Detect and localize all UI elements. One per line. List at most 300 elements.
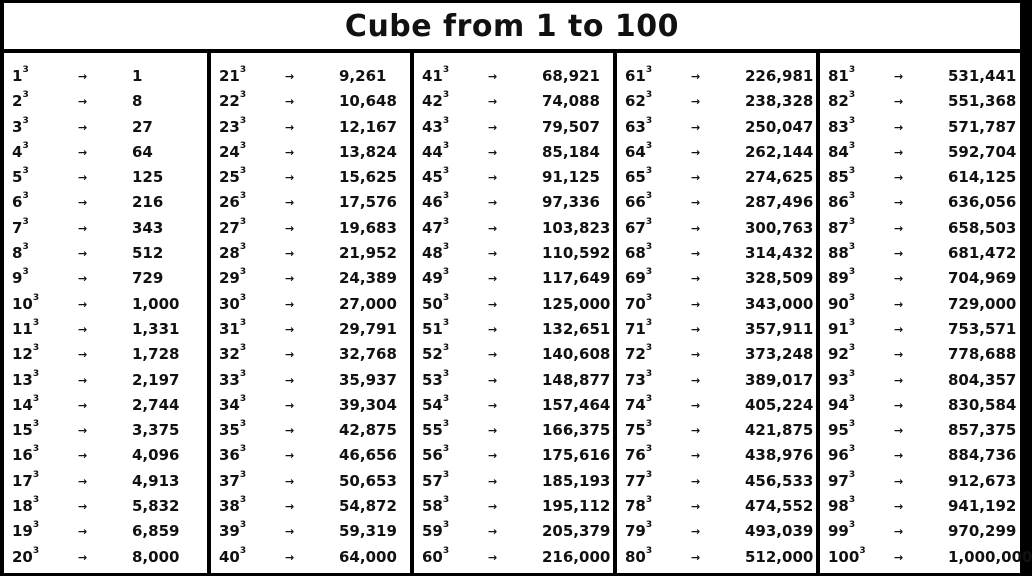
arrow-right-icon: → — [285, 145, 295, 159]
exponent: 3 — [645, 393, 653, 404]
base-number: 26 — [219, 193, 240, 212]
cube-value: 216,000 — [542, 547, 611, 566]
cube-value: 205,379 — [542, 522, 611, 541]
base-number: 64 — [625, 142, 646, 161]
arrow-right-icon: → — [285, 550, 295, 564]
cube-base — [219, 393, 246, 418]
exponent: 3 — [22, 216, 29, 227]
arrow-right-icon: → — [894, 348, 904, 362]
base-number: 9 — [12, 269, 23, 288]
base-number: 21 — [219, 67, 240, 85]
exponent: 3 — [239, 520, 247, 531]
cube-value: 274,625 — [745, 168, 814, 187]
cube-row — [414, 469, 613, 494]
cube-value: 3,375 — [132, 421, 180, 440]
cube-value: 125,000 — [542, 294, 611, 313]
cube-base — [422, 165, 449, 190]
base-number: 54 — [422, 395, 443, 414]
base-number: 31 — [219, 319, 240, 338]
cube-base — [625, 190, 652, 215]
exponent: 3 — [32, 444, 40, 455]
exponent: 3 — [442, 191, 450, 202]
cube-value: 85,184 — [542, 142, 600, 161]
cube-row — [617, 317, 816, 342]
exponent: 3 — [442, 317, 450, 328]
cube-value: 512 — [132, 244, 164, 263]
cube-row — [617, 368, 816, 393]
cube-value: 405,224 — [745, 395, 814, 414]
arrow-right-icon: → — [691, 500, 701, 514]
base-number: 56 — [422, 446, 443, 465]
exponent: 3 — [848, 520, 856, 531]
cube-base — [219, 418, 246, 443]
base-number: 4 — [12, 142, 23, 161]
cube-row — [414, 317, 613, 342]
base-number: 22 — [219, 92, 240, 111]
cube-row — [617, 292, 816, 317]
cube-base — [625, 393, 652, 418]
exponent: 3 — [645, 65, 653, 75]
base-number: 55 — [422, 421, 443, 440]
cube-row — [820, 165, 1019, 190]
exponent: 3 — [848, 419, 856, 430]
exponent: 3 — [32, 469, 40, 480]
cube-base — [422, 368, 449, 393]
exponent: 3 — [645, 267, 653, 278]
arrow-right-icon: → — [488, 221, 498, 235]
cube-row — [414, 165, 613, 190]
cube-row — [617, 519, 816, 544]
arrow-right-icon: → — [285, 95, 295, 109]
cube-value: 636,056 — [948, 193, 1017, 212]
base-number: 15 — [12, 421, 33, 440]
arrow-right-icon: → — [78, 272, 88, 286]
cube-row — [617, 190, 816, 215]
cube-base — [625, 469, 652, 494]
cube-row — [414, 519, 613, 544]
cube-value: 2,197 — [132, 370, 180, 389]
exponent: 3 — [239, 317, 247, 328]
cube-row — [820, 190, 1019, 215]
arrow-right-icon: → — [78, 70, 88, 83]
exponent: 3 — [848, 469, 856, 480]
arrow-right-icon: → — [894, 474, 904, 488]
base-number: 16 — [12, 446, 33, 465]
base-number: 10 — [12, 294, 33, 313]
base-number: 39 — [219, 522, 240, 541]
cube-value: 729 — [132, 269, 164, 288]
cube-value: 456,533 — [745, 471, 814, 490]
cube-value: 571,787 — [948, 117, 1017, 136]
cube-base — [219, 216, 246, 241]
arrow-right-icon: → — [285, 500, 295, 514]
arrow-right-icon: → — [488, 322, 498, 336]
cube-value: 195,112 — [542, 497, 611, 516]
exponent: 3 — [645, 343, 653, 354]
cube-base — [12, 266, 29, 291]
exponent: 3 — [239, 90, 247, 101]
cube-row — [820, 342, 1019, 367]
arrow-right-icon: → — [488, 297, 498, 311]
arrow-right-icon: → — [691, 373, 701, 387]
base-number: 89 — [828, 269, 849, 288]
cube-value: 24,389 — [339, 269, 397, 288]
exponent: 3 — [32, 495, 40, 506]
cube-row — [617, 393, 816, 418]
cube-value: 300,763 — [745, 218, 814, 237]
base-number: 95 — [828, 421, 849, 440]
exponent: 3 — [442, 242, 450, 253]
cube-base — [422, 317, 449, 342]
exponent: 3 — [848, 216, 856, 227]
base-number: 86 — [828, 193, 849, 212]
base-number: 3 — [12, 117, 23, 136]
base-number: 79 — [625, 522, 646, 541]
cube-base — [219, 545, 246, 570]
arrow-right-icon: → — [691, 120, 701, 134]
arrow-right-icon: → — [285, 70, 295, 83]
cube-row — [211, 64, 410, 89]
cube-value: 15,625 — [339, 168, 397, 187]
exponent: 3 — [239, 393, 247, 404]
base-number: 7 — [12, 218, 23, 237]
arrow-right-icon: → — [78, 247, 88, 261]
arrow-right-icon: → — [285, 322, 295, 336]
exponent: 3 — [32, 520, 40, 531]
cube-row — [820, 292, 1019, 317]
cube-row — [414, 266, 613, 291]
cube-value: 1,000,000 — [948, 547, 1032, 566]
arrow-right-icon: → — [894, 297, 904, 311]
cube-base — [219, 64, 246, 89]
cube-row — [211, 216, 410, 241]
cube-base — [625, 241, 652, 266]
cube-base — [12, 393, 39, 418]
exponent: 3 — [32, 292, 40, 303]
cube-row — [4, 368, 207, 393]
cube-row — [617, 216, 816, 241]
arrow-right-icon: → — [894, 70, 904, 83]
cube-row — [820, 115, 1019, 140]
arrow-right-icon: → — [691, 550, 701, 564]
base-number: 98 — [828, 497, 849, 516]
base-number: 66 — [625, 193, 646, 212]
cube-value: 21,952 — [339, 244, 397, 263]
cube-row — [211, 140, 410, 165]
cube-base — [219, 443, 246, 468]
arrow-right-icon: → — [78, 474, 88, 488]
cube-base — [625, 545, 652, 570]
cube-column — [410, 53, 613, 573]
cube-column — [816, 53, 1032, 573]
cube-base — [828, 190, 855, 215]
exponent: 3 — [848, 343, 856, 354]
base-number: 53 — [422, 370, 443, 389]
base-number: 11 — [12, 319, 33, 338]
exponent: 3 — [442, 520, 450, 531]
exponent: 3 — [645, 191, 653, 202]
base-number: 1 — [12, 67, 23, 85]
cube-value: 74,088 — [542, 92, 600, 111]
arrow-right-icon: → — [488, 424, 498, 438]
cube-row — [820, 216, 1019, 241]
cube-value: 50,653 — [339, 471, 397, 490]
cube-row — [617, 545, 816, 570]
cube-base — [219, 165, 246, 190]
cube-row — [820, 140, 1019, 165]
cube-base — [625, 342, 652, 367]
cube-row — [820, 418, 1019, 443]
base-number: 92 — [828, 345, 849, 364]
arrow-right-icon: → — [488, 145, 498, 159]
cube-base — [12, 216, 29, 241]
cube-base — [828, 140, 855, 165]
exponent: 3 — [22, 65, 29, 75]
cube-base — [219, 317, 246, 342]
cube-value: 314,432 — [745, 244, 814, 263]
cube-value: 474,552 — [745, 497, 814, 516]
base-number: 19 — [12, 522, 33, 541]
cube-row — [4, 190, 207, 215]
cube-value: 1,331 — [132, 319, 180, 338]
base-number: 76 — [625, 446, 646, 465]
cube-row — [820, 317, 1019, 342]
cube-value: 753,571 — [948, 319, 1017, 338]
cube-row — [617, 165, 816, 190]
cube-column — [207, 53, 410, 573]
exponent: 3 — [442, 90, 450, 101]
cube-base — [12, 89, 29, 114]
cube-base — [828, 418, 855, 443]
cube-base — [422, 266, 449, 291]
exponent: 3 — [645, 140, 653, 151]
cube-row — [211, 317, 410, 342]
cube-row — [211, 418, 410, 443]
cube-value: 46,656 — [339, 446, 397, 465]
exponent: 3 — [645, 495, 653, 506]
cube-base — [219, 519, 246, 544]
cube-base — [625, 519, 652, 544]
cube-row — [617, 64, 816, 89]
cube-base — [828, 393, 855, 418]
page-title: Cube from 1 to 100 — [344, 8, 680, 44]
cube-row — [820, 266, 1019, 291]
cube-value: 493,039 — [745, 522, 814, 541]
exponent: 3 — [32, 545, 40, 556]
arrow-right-icon: → — [488, 70, 498, 83]
arrow-right-icon: → — [894, 398, 904, 412]
cube-base — [422, 241, 449, 266]
cube-value: 512,000 — [745, 547, 814, 566]
cube-base — [625, 165, 652, 190]
exponent: 3 — [239, 65, 247, 75]
cube-value: 8,000 — [132, 547, 180, 566]
cube-row — [4, 469, 207, 494]
arrow-right-icon: → — [488, 500, 498, 514]
cube-value: 857,375 — [948, 421, 1017, 440]
exponent: 3 — [442, 495, 450, 506]
cube-value: 216 — [132, 193, 164, 212]
cube-base — [219, 115, 246, 140]
arrow-right-icon: → — [488, 247, 498, 261]
cube-row — [4, 241, 207, 266]
cube-value: 941,192 — [948, 497, 1017, 516]
cube-value: 35,937 — [339, 370, 397, 389]
cube-base — [12, 190, 29, 215]
cube-value: 421,875 — [745, 421, 814, 440]
arrow-right-icon: → — [488, 171, 498, 185]
arrow-right-icon: → — [78, 373, 88, 387]
cube-value: 59,319 — [339, 522, 397, 541]
base-number: 80 — [625, 547, 646, 566]
cube-value: 357,911 — [745, 319, 814, 338]
arrow-right-icon: → — [78, 449, 88, 463]
arrow-right-icon: → — [78, 398, 88, 412]
exponent: 3 — [848, 65, 856, 75]
cube-base — [828, 368, 855, 393]
cube-value: 343,000 — [745, 294, 814, 313]
exponent: 3 — [239, 469, 247, 480]
arrow-right-icon: → — [894, 373, 904, 387]
arrow-right-icon: → — [488, 196, 498, 210]
cube-row — [414, 494, 613, 519]
arrow-right-icon: → — [78, 525, 88, 539]
base-number: 18 — [12, 497, 33, 516]
exponent: 3 — [22, 90, 29, 101]
cube-base — [12, 418, 39, 443]
exponent: 3 — [848, 267, 856, 278]
cube-row — [820, 368, 1019, 393]
exponent: 3 — [239, 444, 247, 455]
cube-base — [625, 216, 652, 241]
exponent: 3 — [442, 444, 450, 455]
cube-value: 68,921 — [542, 67, 600, 85]
exponent: 3 — [848, 115, 856, 126]
cube-row — [414, 292, 613, 317]
cube-row — [414, 89, 613, 114]
cube-row — [414, 368, 613, 393]
cube-value: 6,859 — [132, 522, 180, 541]
base-number: 71 — [625, 319, 646, 338]
arrow-right-icon: → — [894, 95, 904, 109]
cube-value: 778,688 — [948, 345, 1017, 364]
cube-base — [828, 443, 855, 468]
cube-row — [414, 342, 613, 367]
base-number: 63 — [625, 117, 646, 136]
base-number: 93 — [828, 370, 849, 389]
cube-base — [625, 266, 652, 291]
base-number: 35 — [219, 421, 240, 440]
cube-base — [12, 292, 39, 317]
cube-row — [617, 443, 816, 468]
cube-row — [211, 494, 410, 519]
arrow-right-icon: → — [488, 120, 498, 134]
cube-base — [219, 368, 246, 393]
exponent: 3 — [442, 469, 450, 480]
exponent: 3 — [239, 368, 247, 379]
base-number: 2 — [12, 92, 23, 111]
cube-base — [422, 393, 449, 418]
arrow-right-icon: → — [488, 449, 498, 463]
cube-column — [613, 53, 816, 573]
arrow-right-icon: → — [488, 525, 498, 539]
exponent: 3 — [848, 242, 856, 253]
cube-row — [4, 494, 207, 519]
arrow-right-icon: → — [285, 373, 295, 387]
exponent: 3 — [22, 242, 29, 253]
cube-value: 157,464 — [542, 395, 611, 414]
cube-value: 328,509 — [745, 269, 814, 288]
cube-value: 27 — [132, 117, 153, 136]
exponent: 3 — [239, 343, 247, 354]
base-number: 14 — [12, 395, 33, 414]
cube-row — [211, 89, 410, 114]
cube-row — [211, 342, 410, 367]
cube-value: 110,592 — [542, 244, 611, 263]
base-number: 43 — [422, 117, 443, 136]
base-number: 36 — [219, 446, 240, 465]
exponent: 3 — [239, 545, 247, 556]
base-number: 84 — [828, 142, 849, 161]
base-number: 50 — [422, 294, 443, 313]
cube-row — [820, 545, 1032, 570]
exponent: 3 — [32, 393, 40, 404]
base-number: 97 — [828, 471, 849, 490]
cube-row — [414, 418, 613, 443]
cube-value: 64,000 — [339, 547, 397, 566]
arrow-right-icon: → — [285, 348, 295, 362]
exponent: 3 — [22, 191, 29, 202]
cube-base — [219, 241, 246, 266]
cube-base — [12, 64, 29, 89]
cube-base — [828, 241, 855, 266]
cube-base — [422, 494, 449, 519]
arrow-right-icon: → — [78, 424, 88, 438]
base-number: 99 — [828, 522, 849, 541]
cube-value: 9,261 — [339, 67, 387, 85]
arrow-right-icon: → — [691, 297, 701, 311]
cube-base — [12, 469, 39, 494]
arrow-right-icon: → — [691, 474, 701, 488]
cube-row — [617, 342, 816, 367]
cube-row — [211, 545, 410, 570]
cube-row — [4, 317, 207, 342]
cube-base — [828, 266, 855, 291]
exponent: 3 — [442, 368, 450, 379]
cube-value: 79,507 — [542, 117, 600, 136]
cube-base — [625, 140, 652, 165]
cube-row — [617, 469, 816, 494]
cube-row — [4, 266, 207, 291]
base-number: 12 — [12, 345, 33, 364]
cube-base — [422, 469, 449, 494]
cube-value: 226,981 — [745, 67, 814, 85]
arrow-right-icon: → — [894, 221, 904, 235]
cube-base — [12, 342, 39, 367]
base-number: 67 — [625, 218, 646, 237]
cube-row — [211, 115, 410, 140]
arrow-right-icon: → — [691, 70, 701, 83]
exponent: 3 — [645, 242, 653, 253]
exponent: 3 — [645, 166, 653, 177]
exponent: 3 — [848, 292, 856, 303]
exponent: 3 — [645, 469, 653, 480]
cube-base — [625, 418, 652, 443]
cube-base — [12, 241, 29, 266]
arrow-right-icon: → — [488, 95, 498, 109]
exponent: 3 — [442, 419, 450, 430]
base-number: 82 — [828, 92, 849, 111]
